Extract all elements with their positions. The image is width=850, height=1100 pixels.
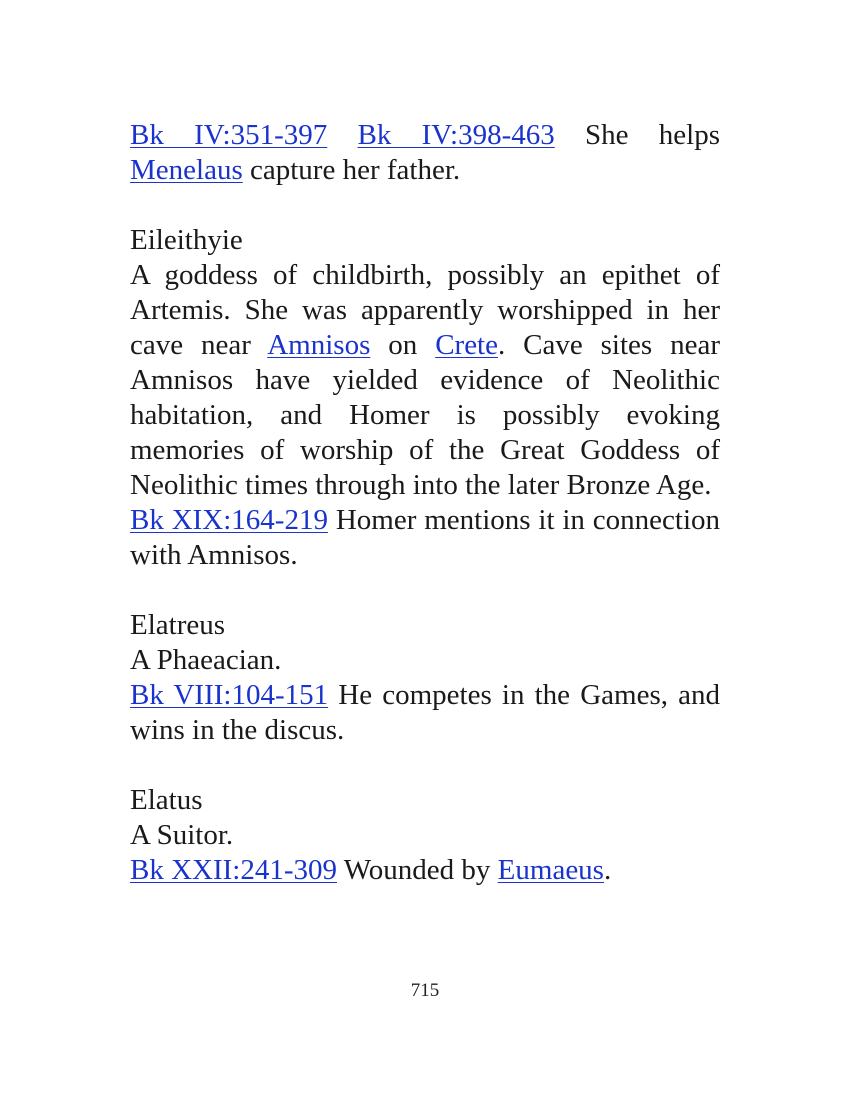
entry-proteus-tail [130, 118, 720, 188]
entry-text: Homer mentions it in connection with Amnisos. [130, 504, 721, 571]
entry-title-eileithyie: Eileithyie [130, 224, 243, 256]
entry-desc-eileithyie [130, 258, 720, 503]
link-menelaus[interactable]: Menelaus [130, 154, 243, 186]
spacer [130, 188, 720, 223]
entry-title-elatus: Elatus [130, 784, 203, 816]
entry-desc-elatreus: A Phaeacian. [130, 644, 282, 676]
entry-ref-elatreus [130, 678, 720, 748]
spacer [130, 573, 720, 608]
entry-text: . [603, 854, 612, 886]
ref-link-bk-iv-398[interactable]: Bk IV:398-463 [357, 119, 555, 151]
entry-text: on [388, 329, 418, 361]
spacer [130, 748, 720, 783]
entry-title-elatreus: Elatreus [130, 609, 226, 641]
ref-link-bk-xxii-241[interactable]: Bk XXII:241-309 [130, 854, 338, 886]
link-crete[interactable]: Crete [435, 329, 498, 361]
link-amnisos[interactable]: Amnisos [267, 329, 371, 361]
link-eumaeus[interactable]: Eumaeus [497, 854, 604, 886]
page-content [130, 118, 720, 888]
entry-text: capture her father. [250, 154, 461, 186]
page-number: 715 [410, 980, 440, 1001]
ref-link-bk-iv-351[interactable]: Bk IV:351-397 [130, 119, 328, 151]
entry-text: She helps [585, 119, 720, 151]
entry-text: . Cave sites near Amnisos have yielded evidence of Neolithic habitation, and Homer is possibly evoking memories of worship of the Great Goddess of Neolithic times through into the later Bronze Age. [130, 329, 721, 501]
entry-ref-eileithyie [130, 503, 720, 573]
entry-text: Wounded by [343, 854, 491, 886]
ref-link-bk-xix-164[interactable]: Bk XIX:164-219 [130, 504, 328, 536]
entry-text: He competes in the Games, and wins in the discus. [130, 679, 721, 746]
ref-link-bk-viii-104[interactable]: Bk VIII:104-151 [130, 679, 329, 711]
entry-desc-elatus: A Suitor. [130, 819, 234, 851]
entry-text: A goddess of childbirth, possibly an epithet of Artemis. She was apparently worshipped in her cave near [130, 259, 720, 361]
entry-ref-elatus [130, 853, 720, 888]
